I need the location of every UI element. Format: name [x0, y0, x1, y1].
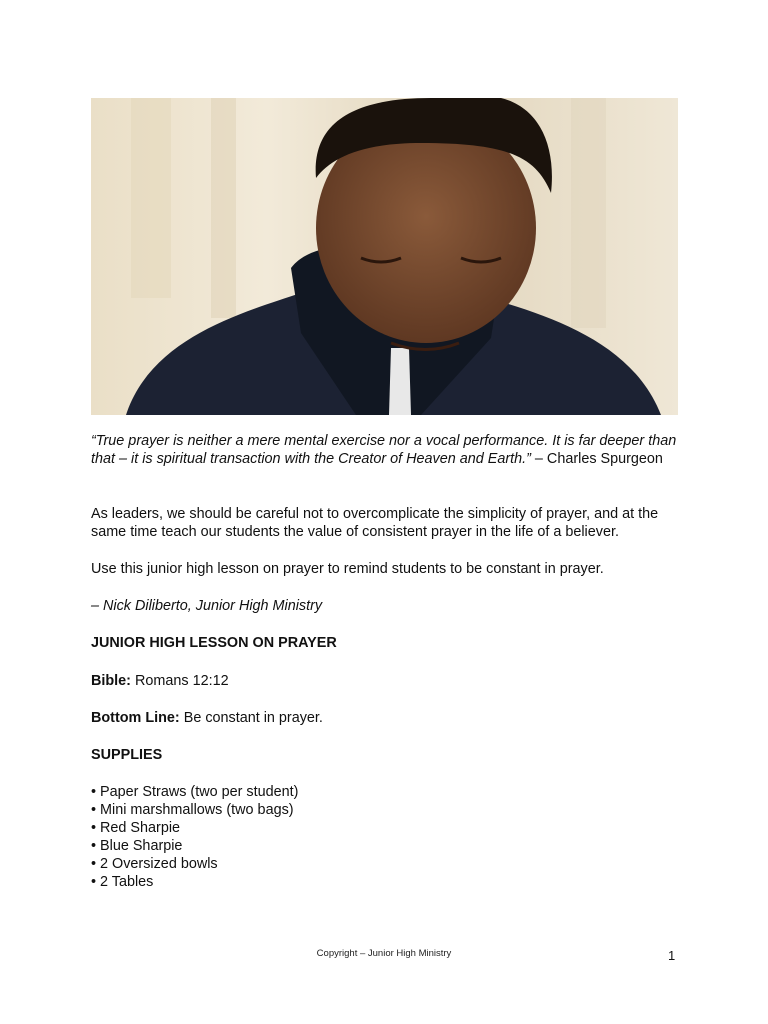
supplies-heading: SUPPLIES — [91, 747, 163, 763]
bottom-line — [91, 709, 681, 727]
bible-label: Bible: — [91, 673, 131, 689]
usage-paragraph: Use this junior high lesson on prayer to remind students to be constant in prayer. — [91, 561, 604, 577]
spurgeon-quote — [91, 432, 681, 468]
lesson-heading: JUNIOR HIGH LESSON ON PRAYER — [91, 635, 337, 651]
boy-praying-photo — [91, 98, 678, 415]
list-item: • Blue Sharpie — [91, 838, 183, 854]
quote-attribution: – Charles Spurgeon — [530, 451, 663, 467]
list-item: • Paper Straws (two per student) — [91, 784, 299, 800]
page-number: 1 — [668, 948, 676, 963]
bible-value: Romans 12:12 — [130, 673, 229, 689]
author-line: – Nick Diliberto, Junior High Ministry — [91, 598, 323, 614]
quote-text: “True prayer is neither a mere mental exercise nor a vocal performance. It is far deeper than that – it is spiritual transaction with the Creator of Heaven and Earth.” — [91, 433, 677, 467]
supplies-list — [91, 783, 681, 891]
list-item: • Red Sharpie — [91, 820, 181, 836]
intro-paragraph: As leaders, we should be careful not to overcomplicate the simplicity of prayer, and at the same time teach our students the value of consistent prayer in the life of a believer. — [91, 506, 659, 540]
bottom-line-value: Be constant in prayer. — [179, 710, 323, 726]
bible-line — [91, 672, 681, 690]
bottom-line-label: Bottom Line: — [91, 710, 180, 726]
list-item: • 2 Oversized bowls — [91, 856, 218, 872]
footer-copyright: Copyright – Junior High Ministry — [316, 948, 452, 959]
list-item: • Mini marshmallows (two bags) — [91, 802, 294, 818]
list-item: • 2 Tables — [91, 874, 154, 890]
